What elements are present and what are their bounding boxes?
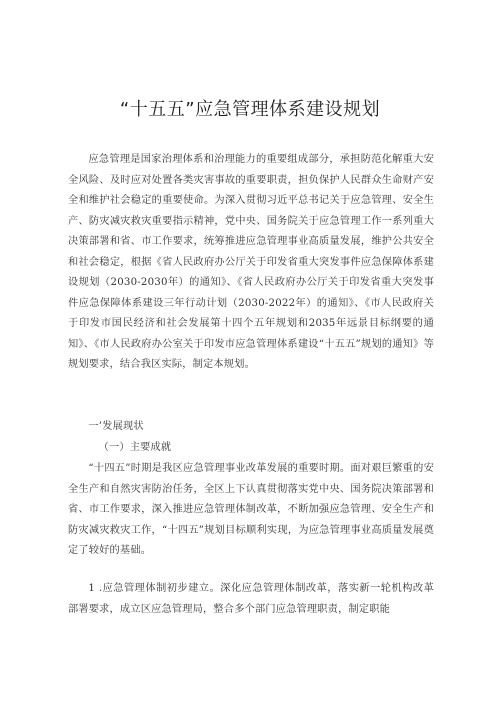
system-text: 1 .应急管理体制初步建立。深化应急管理体制改革，落实新一轮机构改革部署要求，成立区应急管理局，整合多个部门应急管理职责，制定职能 <box>68 583 434 615</box>
system-paragraph <box>68 579 434 620</box>
subsection-heading <box>68 438 434 459</box>
intro-text: 应急管理是国家治理体系和治理能力的重要组成部分，承担防范化解重大安全风险、及时应对处置各类灾害事故的重要职责，担负保护人民群众生命财产安全和维护社会稳定的重要使命。为深入贯彻习近平总书记关于应急管理、安全生产、防灾减灾救灾重要指示精神，党中央、国务院关于应急管理工作一系列重大决策部署和省、市工作要求，统筹推进应急管理事业高质量发展，维护公共安全和社会稳定，根据《省人民政府办公厅关于印发省重大突发事件应急保障体系建设规划（2030-2030年）的通知》、《省人民政府办公厅关于印发省重大突发事件应急保障体系建设三年行动计划（2030-2022年）的通知》、《市人民政府关于印发市国民经济和社会发展第十四个五年规划和2035年远景目标纲要的通知》、《市人民政府办公室关于印发市应急管理体系建设“十五五”规划的通知》等规划要求，结合我区实际，制定本规划。 <box>68 154 434 370</box>
achievements-paragraph <box>68 459 434 562</box>
intro-paragraph <box>68 150 434 376</box>
section-heading <box>68 417 434 438</box>
achievements-text: “十四五”时期是我区应急管理事业改革发展的重要时期。面对艰巨繁重的安全生产和自然灾害防治任务，全区上下认真贯彻落实党中央、国务院决策部署和省、市工作要求，深入推进应急管理体制改革，不断加强应急管理、安全生产和防灾减灾救灾工作，“十四五”规划目标顺利实现，为应急管理事业高质量发展奠定了较好的基础。 <box>68 463 434 556</box>
document-title: “十五五”应急管理体系建设规划 <box>119 99 381 120</box>
subsection-heading-text: （一）主要成就 <box>98 442 172 453</box>
section-heading-text: 一’发展现状 <box>88 421 144 432</box>
